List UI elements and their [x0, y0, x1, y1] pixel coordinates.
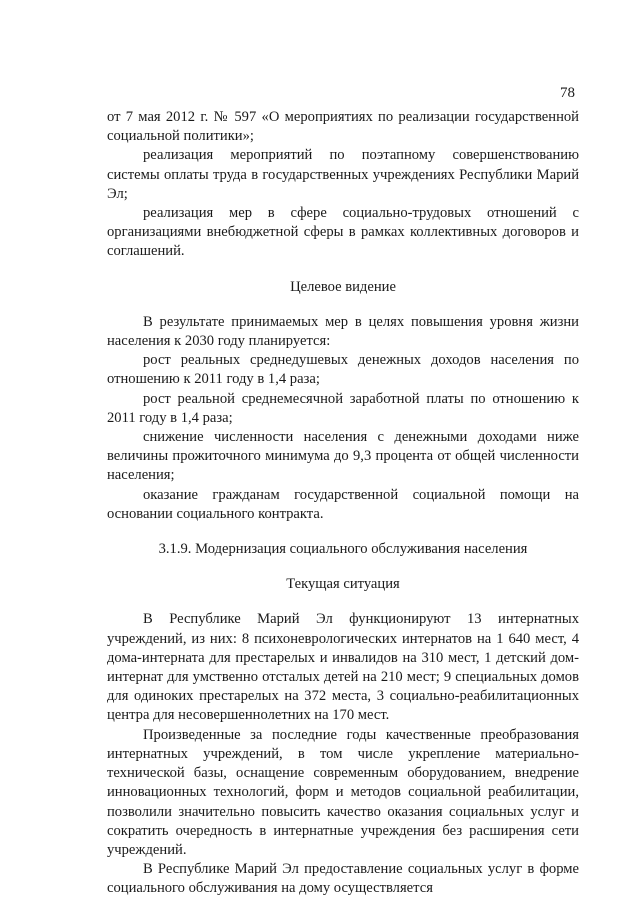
paragraph: В результате принимаемых мер в целях повышения уровня жизни населения к 2030 году планируется:	[107, 313, 579, 350]
paragraph: снижение численности населения с денежными доходами ниже величины прожиточного минимума до 9,3 процента от общей численности населения;	[107, 429, 579, 484]
paragraph: реализация мероприятий по поэтапному совершенствованию системы оплаты труда в государственных учреждениях Республики Марий Эл;	[107, 147, 579, 202]
section-heading-current-situation: Текущая ситуация	[286, 576, 400, 593]
paragraph: от 7 мая 2012 г. № 597 «О мероприятиях по реализации государственной социальной политики»;	[107, 109, 579, 145]
paragraph: оказание гражданам государственной социальной помощи на основании социального контракта.	[107, 486, 579, 522]
paragraph: В Республике Марий Эл предоставление социальных услуг в форме социального обслуживания на дому осуществляется	[107, 861, 579, 897]
paragraph: рост реальной среднемесячной заработной платы по отношению к 2011 году в 1,4 раза;	[107, 390, 579, 426]
page-number: 78	[560, 85, 575, 101]
document-body	[107, 108, 579, 899]
paragraph: рост реальных среднедушевых денежных доходов населения по отношению к 2011 году в 1,4 раза;	[107, 352, 579, 388]
section-heading-target-vision: Целевое видение	[290, 278, 396, 295]
section-heading-modernization: 3.1.9. Модернизация социального обслуживания населения	[158, 541, 528, 558]
paragraph: В Республике Марий Эл функционируют 13 интернатных учреждений, из них: 8 психоневрологических интернатов на 1 640 мест, 4 дома-интерната для престарелых и инвалидов на 310 мест, 1 детский дом-интернат для умственно отсталых детей на 210 мест; 9 специальных домов для одиноких престарелых на 372 места, 3 социально-реабилитационных центра для несовершеннолетних на 170 мест.	[107, 611, 579, 724]
paragraph: реализация мер в сфере социально-трудовых отношений с организациями внебюджетной сферы в рамках коллективных договоров и соглашений.	[107, 205, 579, 260]
paragraph: Произведенные за последние годы качественные преобразования интернатных учреждений, в том числе укрепление материально-технической базы, оснащение современным оборудованием, внедрение инновационных технологий, форм и методов социальной реабилитации, позволили значительно повысить качество оказания социальных услуг и сократить очередность в интернатные учреждения без расширения сети учреждений.	[107, 726, 579, 858]
